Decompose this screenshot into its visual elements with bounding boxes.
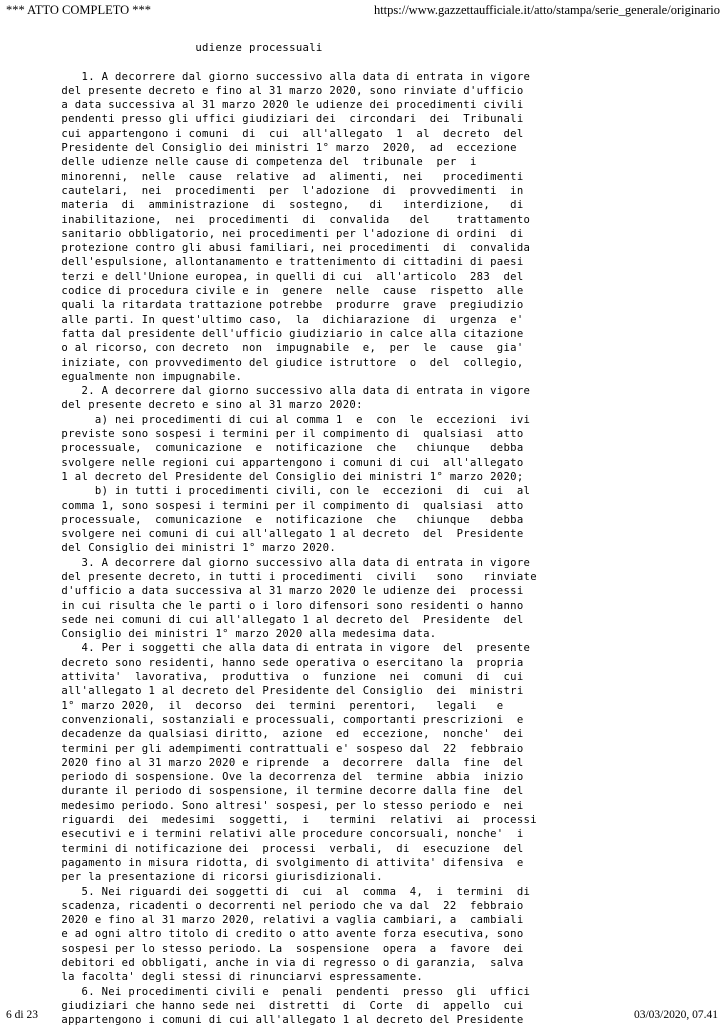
- document-line: processuale, comunicazione e notificazione che chiunque debba: [48, 442, 524, 455]
- document-line: Consiglio dei ministri 1° marzo 2020 alla medesima data.: [48, 628, 437, 641]
- header-document-title: *** ATTO COMPLETO ***: [6, 3, 152, 17]
- document-line: termini per gli adempimenti contrattuali e' sospeso dal 22 febbraio: [48, 742, 524, 755]
- document-line: minorenni, nelle cause relative ad alimenti, nei procedimenti: [48, 170, 524, 183]
- document-line: codice di procedura civile e in genere nelle cause rispetto alle: [48, 285, 524, 298]
- document-line: la facolta' degli stessi di rinunciarvi espressamente.: [48, 971, 424, 984]
- document-line: all'allegato 1 al decreto del Presidente del Consiglio dei ministri: [48, 685, 524, 698]
- document-line: materia di amministrazione di sostegno, di interdizione, di: [48, 199, 524, 212]
- document-line: termini di notificazione dei processi verbali, di esecuzione del: [48, 842, 524, 855]
- document-line: del presente decreto e fino al 31 marzo 2020, sono rinviate d'ufficio: [48, 84, 524, 97]
- document-line: giudiziari che hanno sede nei distretti di Corte di appello cui: [48, 999, 524, 1012]
- document-line: fatta dal presidente dell'ufficio giudiziario in calce alla citazione: [48, 327, 524, 340]
- footer-page-number: 6 di 23: [6, 1009, 38, 1021]
- document-line: egualmente non impugnabile.: [48, 370, 243, 383]
- document-line: convenzionali, sostanziali e processuali, comportanti prescrizioni e: [48, 713, 524, 726]
- document-line: pagamento in misura ridotta, di svolgimento di attivita' difensiva e: [48, 856, 524, 869]
- document-line: a) nei procedimenti di cui al comma 1 e con le eccezioni ivi: [48, 413, 531, 426]
- document-line: per la presentazione di ricorsi giurisdizionali.: [48, 871, 383, 884]
- document-line: inabilitazione, nei procedimenti di convalida del trattamento: [48, 213, 531, 226]
- document-line: processuale, comunicazione e notificazione che chiunque debba: [48, 513, 524, 526]
- document-line: del presente decreto, in tutti i procedimenti civili sono rinviate: [48, 570, 537, 583]
- document-line: [48, 55, 724, 69]
- document-body: [48, 41, 724, 1027]
- document-line: comma 1, sono sospesi i termini per il compimento di qualsiasi atto: [48, 499, 524, 512]
- document-line: b) in tutti i procedimenti civili, con le eccezioni di cui al: [48, 485, 531, 498]
- document-line: sospesi per lo stesso periodo. La sospensione opera a favore dei: [48, 942, 524, 955]
- document-line: in cui risulta che le parti o i loro difensori sono residenti o hanno: [48, 599, 524, 612]
- document-line: svolgere nei comuni di cui all'allegato 1 al decreto del Presidente: [48, 528, 524, 541]
- document-line: 2020 fino al 31 marzo 2020 e riprende a decorrere dalla fine del: [48, 756, 524, 769]
- footer-datetime: 03/03/2020, 07.41: [633, 1009, 718, 1021]
- document-line: 2020 e fino al 31 marzo 2020, relativi a vaglia cambiari, a cambiali: [48, 914, 524, 927]
- document-line: 6. Nei procedimenti civili e penali pendenti presso gli uffici: [48, 985, 531, 998]
- header-url[interactable]: https://www.gazzettaufficiale.it/atto/stampa/serie_generale/originario: [373, 3, 720, 17]
- document-line: svolgere nelle regioni cui appartengono i comuni di cui all'allegato: [48, 456, 524, 469]
- document-line: sanitario obbligatorio, nei procedimenti per l'adozione di ordini di: [48, 227, 524, 240]
- document-line: a data successiva al 31 marzo 2020 le udienze dei procedimenti civili: [48, 99, 524, 112]
- document-line: scadenza, ricadenti o decorrenti nel periodo che va dal 22 febbraio: [48, 899, 524, 912]
- document-line: cui appartengono i comuni di cui all'allegato 1 al decreto del: [48, 127, 524, 140]
- document-line: pendenti presso gli uffici giudiziari dei circondari dei Tribunali: [48, 113, 524, 126]
- document-line: previste sono sospesi i termini per il compimento di qualsiasi atto: [48, 428, 524, 441]
- document-line: esecutivi e i termini relativi alle procedure concorsuali, nonche' i: [48, 828, 524, 841]
- document-line: debitori ed obbligati, anche in via di regresso o di garanzia, salva: [48, 957, 524, 969]
- document-line: appartengono i comuni di cui all'allegato 1 al decreto del Presidente: [48, 1014, 524, 1027]
- document-line: 1. A decorrere dal giorno successivo alla data di entrata in vigore: [48, 70, 531, 83]
- document-line: dell'espulsione, allontanamento e trattenimento di cittadini di paesi: [48, 256, 524, 269]
- document-line: o al ricorso, con decreto non impugnabile e, per le cause gia': [48, 342, 524, 355]
- document-line: quali la ritardata trattazione potrebbe produrre grave pregiudizio: [48, 299, 524, 312]
- document-line: del Consiglio dei ministri 1° marzo 2020.: [48, 542, 337, 555]
- document-line: medesimo periodo. Sono altresi' sospesi, per lo stesso periodo e nei: [48, 799, 524, 812]
- document-line: del presente decreto e sino al 31 marzo 2020:: [48, 399, 363, 412]
- document-line: cautelari, nei procedimenti per l'adozione di provvedimenti in: [48, 184, 524, 197]
- document-line: durante il periodo di sospensione, il termine decorre dalla fine del: [48, 785, 524, 798]
- document-line: sede nei comuni di cui all'allegato 1 al decreto del Presidente del: [48, 613, 524, 626]
- document-line: decreto sono residenti, hanno sede operativa o esercitano la propria: [48, 656, 524, 669]
- document-line: 5. Nei riguardi dei soggetti di cui al comma 4, i termini di: [48, 885, 531, 898]
- document-line: 3. A decorrere dal giorno successivo alla data di entrata in vigore: [48, 556, 531, 569]
- document-line: 1 al decreto del Presidente del Consiglio dei ministri 1° marzo 2020;: [48, 470, 524, 483]
- document-line: udienze processuali: [48, 42, 323, 54]
- document-line: protezione contro gli abusi familiari, nei procedimenti di convalida: [48, 242, 531, 255]
- document-line: e ad ogni altro titolo di credito o atto avente forza esecutiva, sono: [48, 928, 524, 941]
- document-line: riguardi dei medesimi soggetti, i termini relativi ai processi: [48, 814, 537, 827]
- document-line: delle udienze nelle cause di competenza del tribunale per i: [48, 156, 477, 169]
- document-line: decadenze da qualsiasi diritto, azione ed eccezione, nonche' dei: [48, 728, 524, 741]
- document-line: Presidente del Consiglio dei ministri 1° marzo 2020, ad eccezione: [48, 142, 517, 155]
- document-line: iniziate, con provvedimento del giudice istruttore o del collegio,: [48, 356, 524, 369]
- document-line: attivita' lavorativa, produttiva o funzione nei comuni di cui: [48, 671, 524, 684]
- document-line: 1° marzo 2020, il decorso dei termini perentori, legali e: [48, 699, 504, 712]
- document-line: alle parti. In quest'ultimo caso, la dichiarazione di urgenza e': [48, 313, 524, 326]
- document-line: 4. Per i soggetti che alla data di entrata in vigore del presente: [48, 642, 531, 655]
- document-line: periodo di sospensione. Ove la decorrenza del termine abbia inizio: [48, 771, 524, 784]
- document-line: 2. A decorrere dal giorno successivo alla data di entrata in vigore: [48, 385, 531, 398]
- document-line: terzi e dell'Unione europea, in quelli di cui all'articolo 283 del: [48, 270, 524, 283]
- document-line: d'ufficio a data successiva al 31 marzo 2020 le udienze dei processi: [48, 585, 524, 598]
